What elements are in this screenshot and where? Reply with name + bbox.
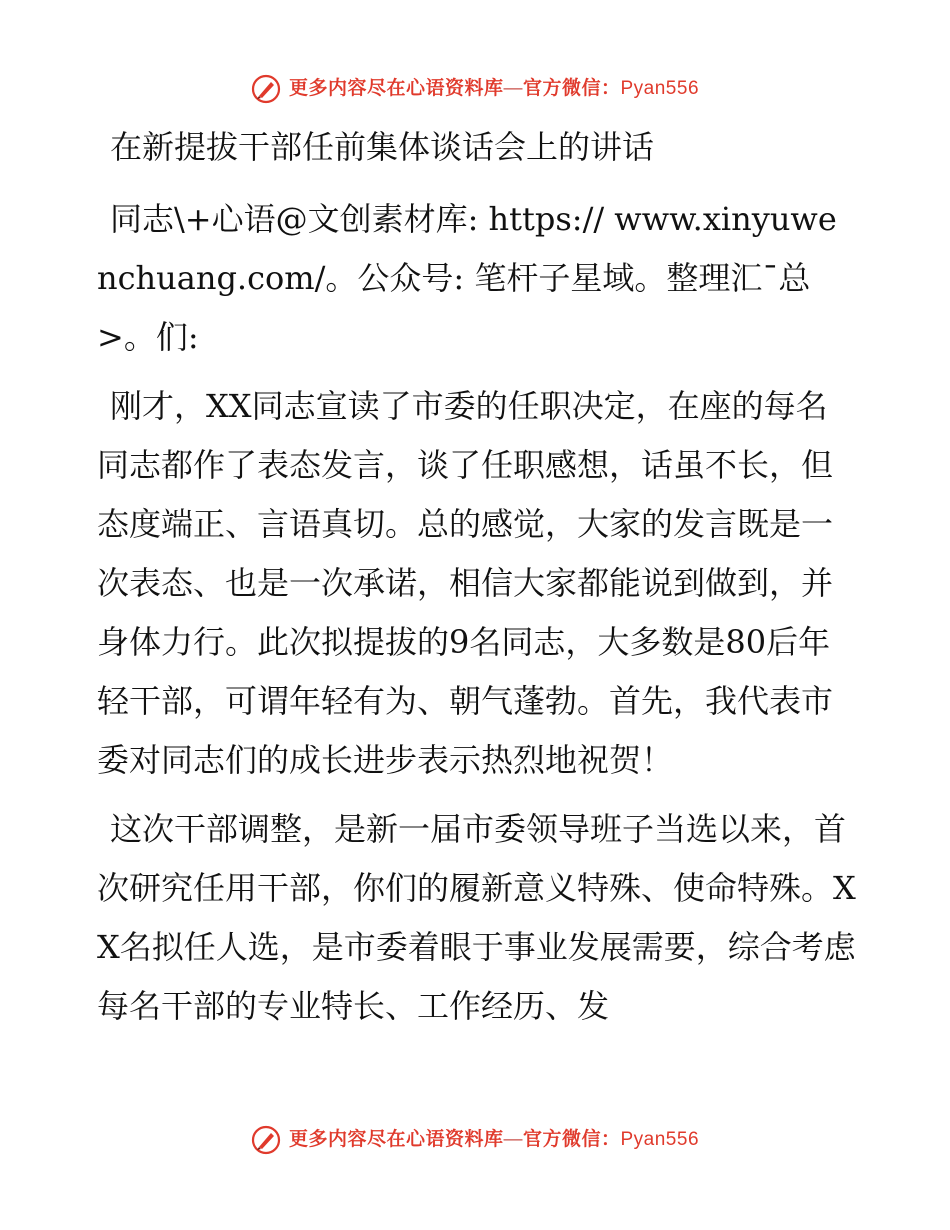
quill-logo-icon [251,74,281,104]
header-watermark [0,74,950,104]
watermark-text: 更多内容尽在心语资料库—官方微信：Pyan556 [288,78,700,99]
quill-logo-icon [251,1125,281,1155]
document-title: 在新提拔干部任前集体谈话会上的讲话 [110,128,655,166]
paragraph-1: 同志\+心语@文创素材库: https:// www.xinyuwenchuang.com/。公众号: 笔杆子星域。整理汇¯总>。们: [97,200,837,356]
footer-watermark [0,1125,950,1155]
watermark-text: 更多内容尽在心语资料库—官方微信：Pyan556 [288,1129,700,1150]
document-body [97,122,857,1046]
paragraph-2: 刚才，XX同志宣读了市委的任职决定，在座的每名同志都作了表态发言，谈了任职感想，话虽不长，但态度端正、言语真切。总的感觉，大家的发言既是一次表态、也是一次承诺，相信大家都能说到做到，并身体力行。此次拟提拔的9名同志，大多数是80后年轻干部，可谓年轻有为、朝气蓬勃。首先，我代表市委对同志们的成长进步表示热烈地祝贺！ [97,387,834,779]
paragraph-3: 这次干部调整，是新一届市委领导班子当选以来，首次研究任用干部，你们的履新意义特殊、使命特殊。XX名拟任人选，是市委着眼于事业发展需要，综合考虑每名干部的专业特长、工作经历、发 [97,810,856,1025]
